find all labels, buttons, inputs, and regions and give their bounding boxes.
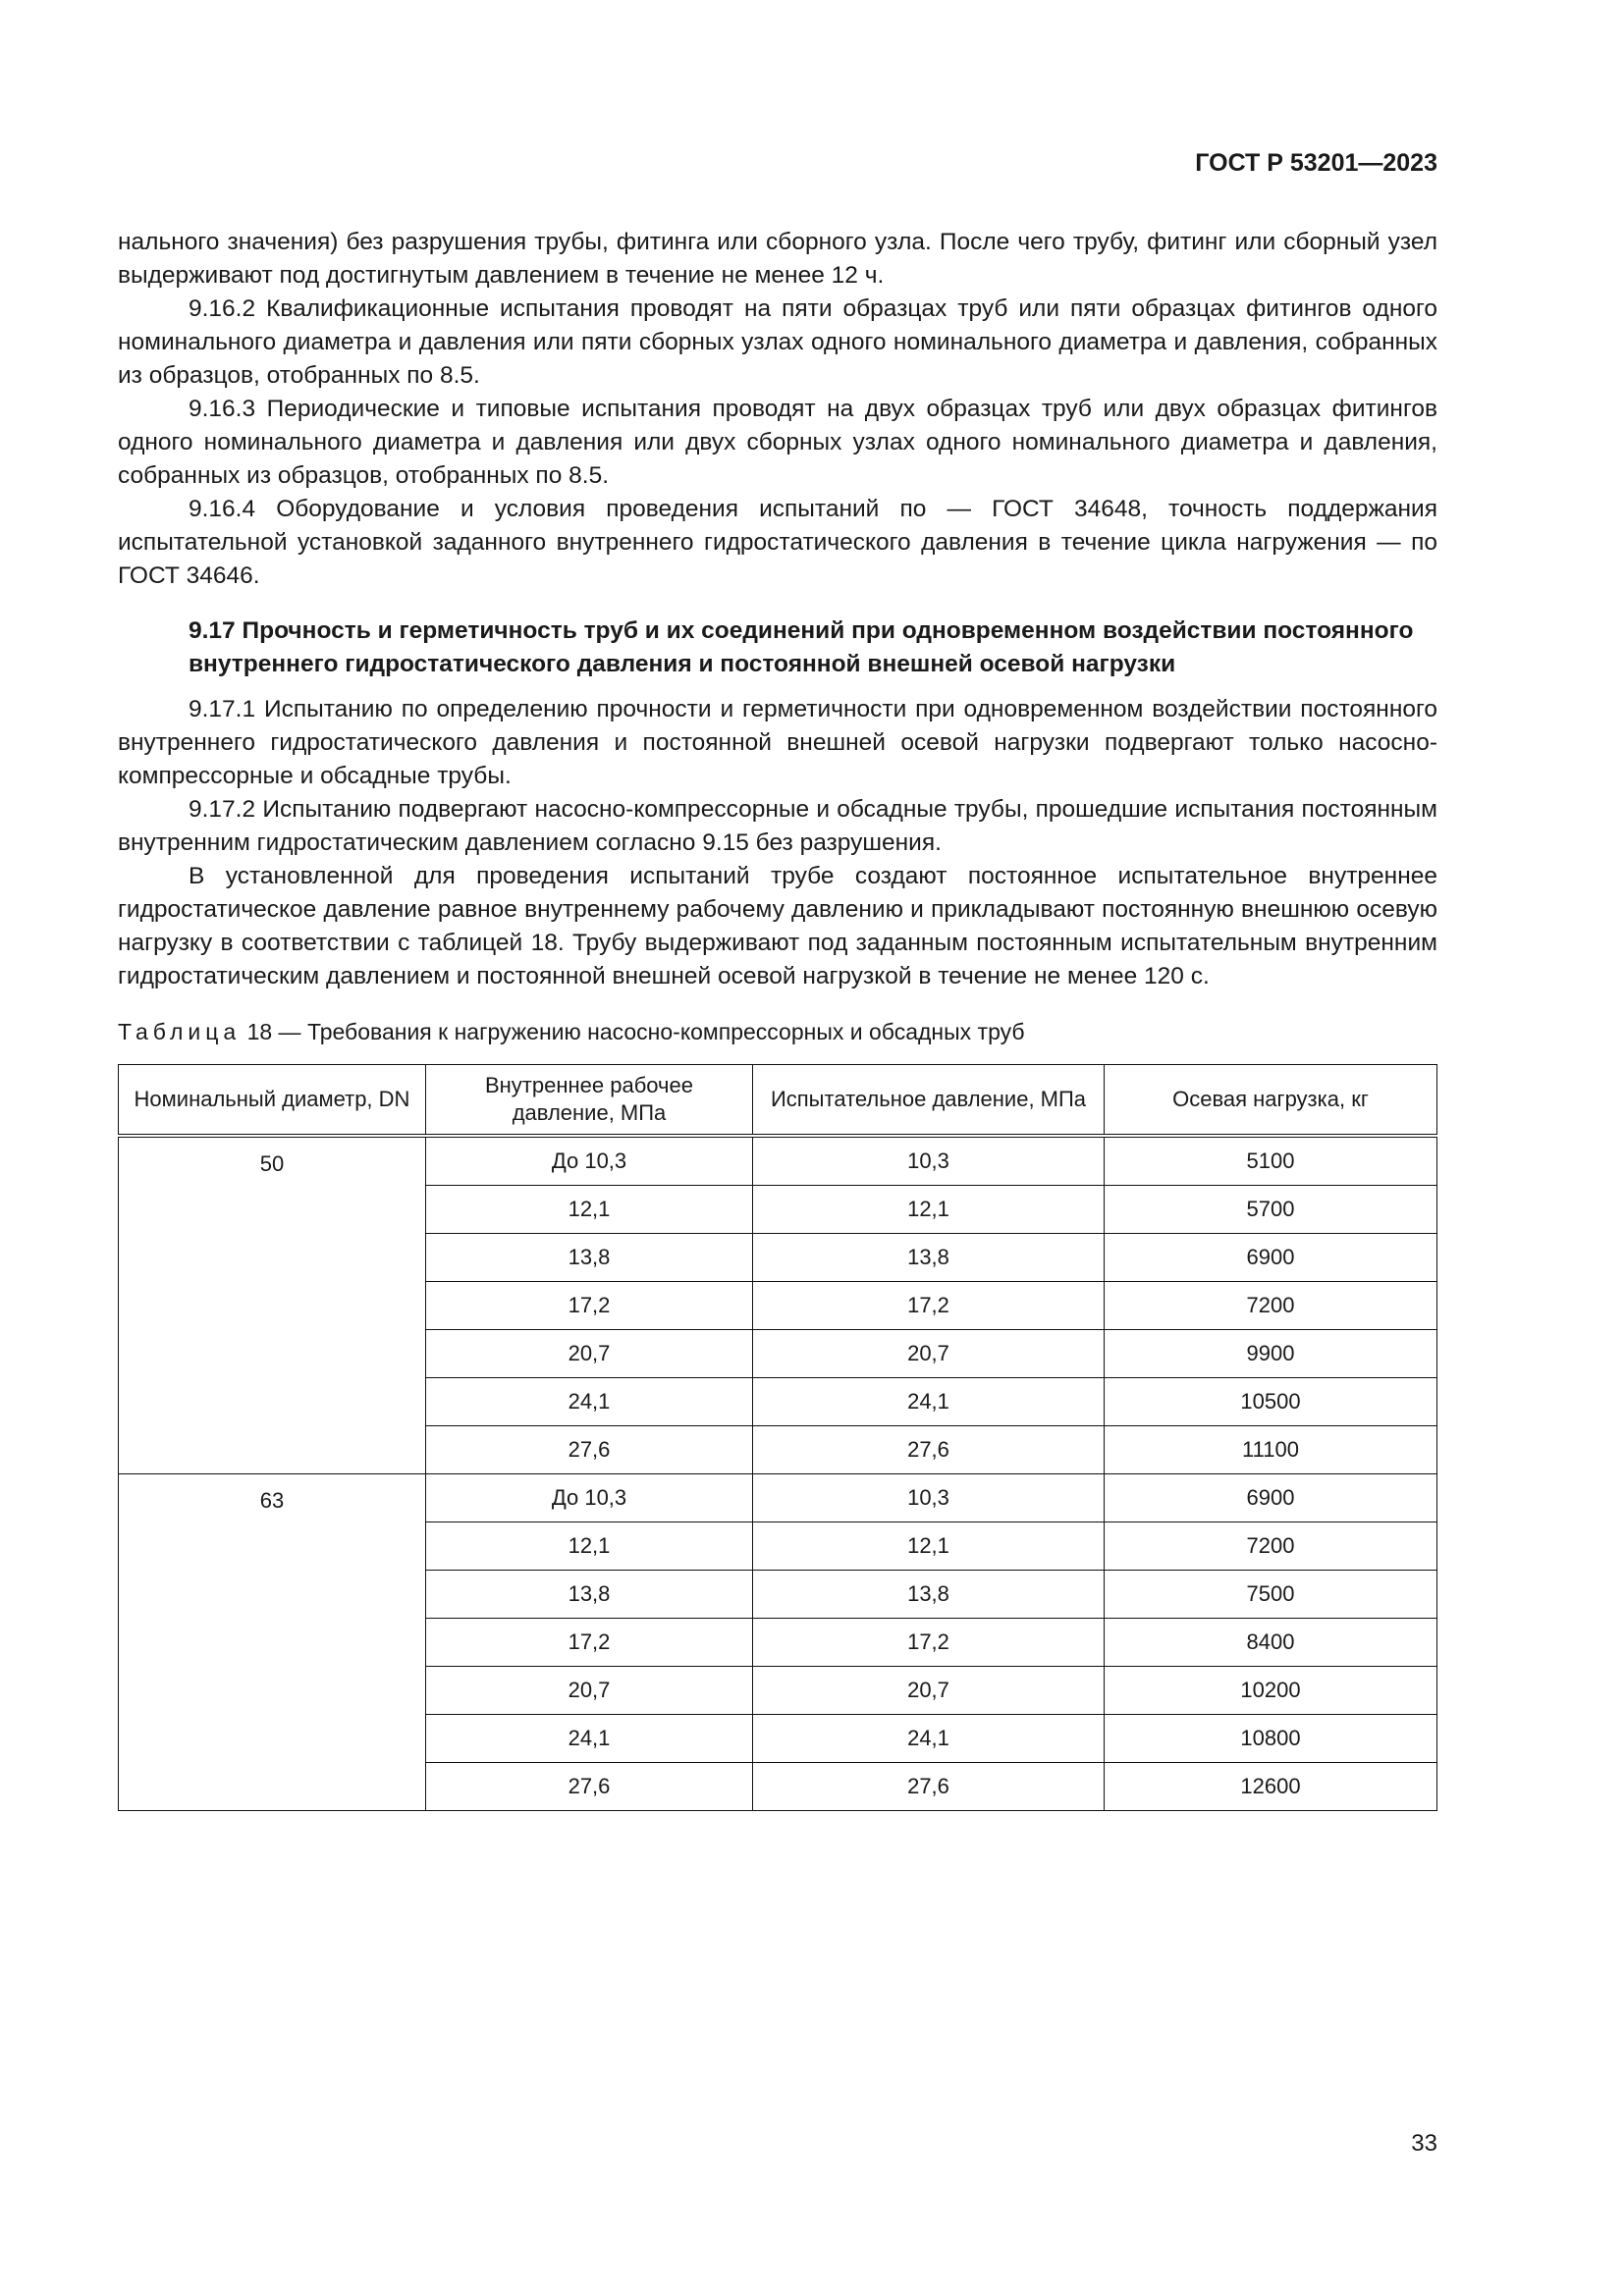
axial-load-cell: 7500 [1105,1571,1437,1619]
test-pressure-cell: 20,7 [753,1667,1105,1715]
working-pressure-cell: 17,2 [426,1619,753,1667]
axial-load-cell: 10200 [1105,1667,1437,1715]
working-pressure-cell: 27,6 [426,1763,753,1811]
axial-load-cell: 10500 [1105,1378,1437,1426]
table-row [119,1136,1437,1186]
working-pressure-cell: 17,2 [426,1282,753,1330]
axial-load-cell: 8400 [1105,1619,1437,1667]
test-pressure-cell: 20,7 [753,1330,1105,1378]
test-pressure-cell: 24,1 [753,1378,1105,1426]
document-body [118,226,1437,1811]
table-row [119,1474,1437,1522]
load-requirements-table [118,1064,1437,1811]
column-header: Номинальный диаметр, DN [119,1065,426,1137]
column-header: Внутреннее рабочее давление, МПа [426,1065,753,1137]
working-pressure-cell: До 10,3 [426,1474,753,1522]
axial-load-cell: 6900 [1105,1474,1437,1522]
test-pressure-cell: 17,2 [753,1282,1105,1330]
test-pressure-cell: 17,2 [753,1619,1105,1667]
test-pressure-cell: 27,6 [753,1426,1105,1474]
page-number: 33 [1411,2130,1437,2157]
test-pressure-cell: 10,3 [753,1474,1105,1522]
caption-text: 18 — Требования к нагружению насосно-компрессорных и обсадных труб [246,1019,1025,1044]
paragraph: 9.17.1 Испытанию по определению прочности и герметичности при одновременном воздействии постоянного внутреннего гидростатического давления и постоянной внешней осевой нагрузки подвергают только насосно-компрессорные и обсадные трубы. [118,696,1437,789]
axial-load-cell: 7200 [1105,1522,1437,1571]
paragraph: нального значения) без разрушения трубы, фитинга или сборного узла. После чего трубу, фитинг или сборный узел выдерживают под достигнутым давлением в течение не менее 12 ч. [118,229,1437,289]
section-title: 9.17 Прочность и герметичность труб и их соединений при одновременном воздействии постоянного внутреннего гидростатического давления и постоянной внешней осевой нагрузки [189,617,1414,677]
axial-load-cell: 10800 [1105,1715,1437,1763]
test-pressure-cell: 12,1 [753,1186,1105,1234]
paragraph: 9.16.3 Периодические и типовые испытания проводят на двух образцах труб или двух образцах фитингов одного номинального диаметра и давления или двух сборных узлах одного номинального диаметра и давления, собранных из образцов, отобранных по 8.5. [118,396,1437,489]
nominal-diameter-cell: 50 [119,1136,426,1474]
document-header: ГОСТ Р 53201—2023 [1195,149,1437,177]
test-pressure-cell: 12,1 [753,1522,1105,1571]
working-pressure-cell: 12,1 [426,1186,753,1234]
paragraph: 9.16.4 Оборудование и условия проведения испытаний по — ГОСТ 34648, точность поддержания испытательной установкой заданного внутреннего гидростатического давления в течение цикла нагружения — по ГОСТ 34646. [118,496,1437,589]
test-pressure-cell: 13,8 [753,1234,1105,1282]
working-pressure-cell: 27,6 [426,1426,753,1474]
working-pressure-cell: 13,8 [426,1571,753,1619]
working-pressure-cell: 13,8 [426,1234,753,1282]
axial-load-cell: 6900 [1105,1234,1437,1282]
test-pressure-cell: 10,3 [753,1136,1105,1186]
column-header: Осевая нагрузка, кг [1105,1065,1437,1137]
working-pressure-cell: До 10,3 [426,1136,753,1186]
axial-load-cell: 7200 [1105,1282,1437,1330]
axial-load-cell: 12600 [1105,1763,1437,1811]
table-caption [118,1015,1437,1048]
test-pressure-cell: 27,6 [753,1763,1105,1811]
working-pressure-cell: 20,7 [426,1330,753,1378]
working-pressure-cell: 20,7 [426,1667,753,1715]
working-pressure-cell: 24,1 [426,1715,753,1763]
axial-load-cell: 5100 [1105,1136,1437,1186]
column-header: Испытательное давление, МПа [753,1065,1105,1137]
test-pressure-cell: 13,8 [753,1571,1105,1619]
axial-load-cell: 5700 [1105,1186,1437,1234]
working-pressure-cell: 24,1 [426,1378,753,1426]
paragraph: В установленной для проведения испытаний трубе создают постоянное испытательное внутреннее гидростатическое давление равное внутреннему рабочему давлению и прикладывают постоянную внешнюю осевую нагрузку в соответствии с таблицей 18. Трубу выдерживают под заданным постоянным испытательным внутренним гидростатическим давлением и постоянной внешней осевой нагрузкой в течение не менее 120 с. [118,863,1437,989]
paragraph: 9.17.2 Испытанию подвергают насосно-компрессорные и обсадные трубы, прошедшие испытания постоянным внутренним гидростатическим давлением согласно 9.15 без разрушения. [118,796,1437,856]
axial-load-cell: 9900 [1105,1330,1437,1378]
paragraph: 9.16.2 Квалификационные испытания проводят на пяти образцах труб или пяти образцах фитингов одного номинального диаметра и давления или пяти сборных узлах одного номинального диаметра и давления, собранных из образцов, отобранных по 8.5. [118,295,1437,389]
caption-label: Таблица [118,1019,242,1044]
test-pressure-cell: 24,1 [753,1715,1105,1763]
axial-load-cell: 11100 [1105,1426,1437,1474]
nominal-diameter-cell: 63 [119,1474,426,1811]
working-pressure-cell: 12,1 [426,1522,753,1571]
